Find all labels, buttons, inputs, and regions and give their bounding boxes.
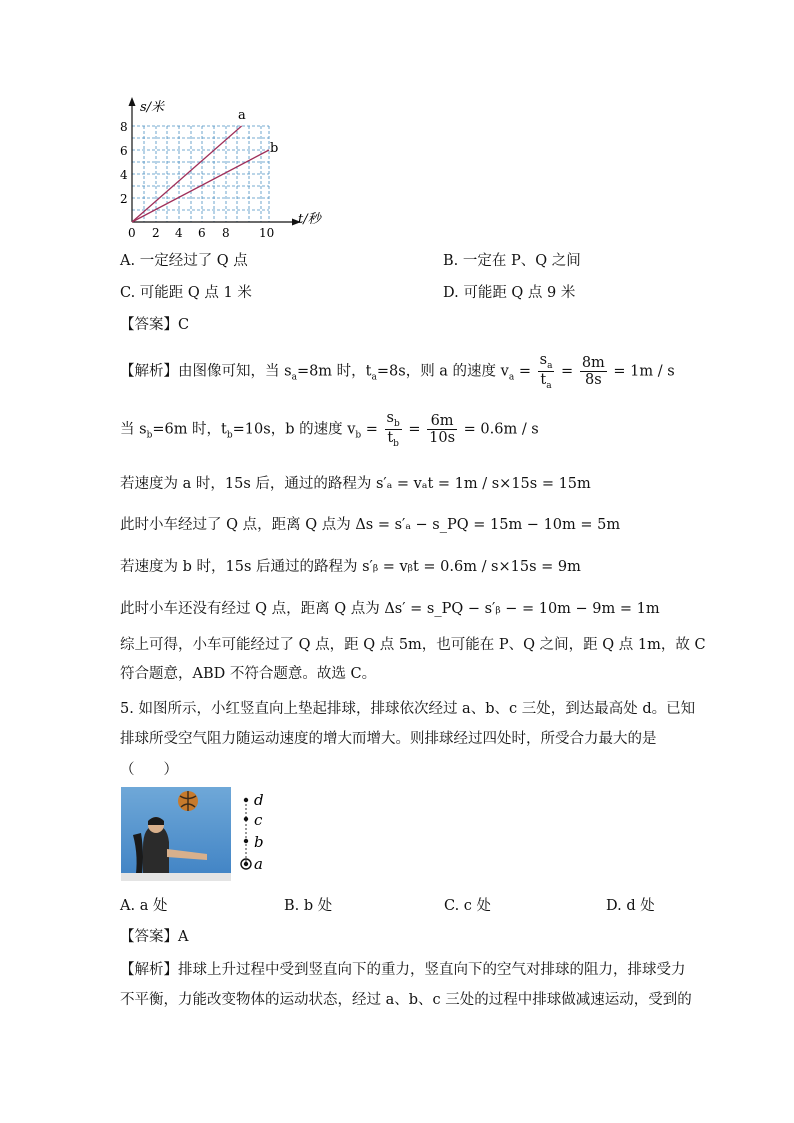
fraction: $\frac{8m}{8s}$ — [581, 354, 605, 389]
label-a: a — [254, 855, 263, 873]
point-c — [244, 817, 248, 821]
text: =10s，b 的速度 v — [232, 421, 356, 438]
sub: b — [146, 430, 153, 441]
q5-stem-line-2: 排球所受空气阻力随运动速度的增大而增大。则排球经过四处时，所受合力最大的是 — [120, 731, 657, 747]
point-b — [244, 839, 248, 843]
player-figure — [143, 825, 169, 881]
text: 当 s — [120, 421, 147, 438]
volleyball-photo — [121, 787, 231, 881]
x-tick-label: 6 — [198, 226, 206, 240]
y-tick-label: 4 — [120, 168, 128, 182]
q5-option-c: C. c 处 — [444, 898, 492, 914]
analysis-line-7: 综上可得，小车可能经过了 Q 点，距 Q 点 5m，也可能在 P、Q 之间，距 Q 点 1m，故 C — [120, 637, 706, 653]
analysis-line-2: 当 $s_b=6m$ 时，$t_b=10s$，b 的速度 $v_b$ = $\frac{s_b}{t_b}$ = $\frac{6m}{10s}$ = 0.6m / s — [120, 410, 539, 450]
y-axis-label: s/米 — [140, 100, 165, 115]
sub: b — [355, 430, 362, 441]
grid — [132, 126, 269, 222]
option-d: D. 可能距 Q 点 9 米 — [443, 285, 576, 301]
label-d: d — [254, 791, 264, 809]
line-a-label: a — [238, 108, 246, 123]
sub: a — [371, 372, 377, 383]
text: =8m 时，t — [296, 363, 372, 380]
result: = 0.6m / s — [463, 421, 539, 438]
text: 由图像可知，当 s — [178, 363, 292, 380]
x-axis-label: t/秒 — [298, 212, 321, 227]
x-tick-label: 4 — [175, 226, 183, 240]
y-tick-label: 6 — [120, 144, 128, 158]
label-b: b — [254, 833, 264, 851]
q5-stem-line-1: 5. 如图所示，小红竖直向上垫起排球，排球依次经过 a、b、c 三处，到达最高处 d。已知 — [120, 701, 696, 717]
position-markers — [236, 790, 276, 880]
q5-option-b: B. b 处 — [284, 898, 333, 914]
point-a — [244, 862, 248, 866]
x-tick-label: 8 — [222, 226, 230, 240]
q5-option-d: D. d 处 — [606, 898, 655, 914]
analysis-line-5: 若速度为 b 时，15s 后通过的路程为 s′ᵦ = vᵦt = 0.6m / s×15s = 9m — [120, 559, 581, 575]
q5-option-a: A. a 处 — [120, 898, 168, 914]
sub: a — [508, 372, 515, 383]
analysis-line-4: 此时小车经过了 Q 点，距离 Q 点为 Δs = s′ₐ − s_PQ = 15m − 10m = 5m — [120, 517, 621, 533]
sub: b — [226, 430, 233, 441]
option-a: A. 一定经过了 Q 点 — [120, 253, 248, 269]
y-axis-arrow — [129, 97, 136, 106]
s-t-graph — [112, 95, 327, 240]
x-tick-label: 0 — [128, 226, 136, 240]
q5-analysis-line-1: 【解析】排球上升过程中受到竖直向下的重力，竖直向下的空气对排球的阻力，排球受力 — [120, 962, 686, 978]
line-b-label: b — [270, 141, 279, 156]
fraction: $\frac{s_b}{t_b}$ — [386, 410, 400, 450]
analysis-label: 【解析】 — [120, 363, 178, 380]
y-tick-label: 8 — [120, 120, 128, 134]
q5-analysis-line-2: 不平衡，力能改变物体的运动状态，经过 a、b、c 三处的过程中排球做减速运动，受到的 — [120, 992, 692, 1008]
q5-paren: （ ） — [120, 762, 178, 778]
label-c: c — [254, 811, 263, 829]
option-b: B. 一定在 P、Q 之间 — [443, 253, 581, 269]
option-c: C. 可能距 Q 点 1 米 — [120, 285, 252, 301]
q5-answer: 【答案】A — [120, 929, 189, 945]
sub: a — [291, 372, 297, 383]
point-d — [244, 798, 248, 802]
text: =8s，则 a 的速度 v — [376, 363, 509, 380]
y-tick-label: 2 — [120, 192, 128, 206]
analysis-line-1: 【解析】由图像可知，当 $s_a=8m$ 时，$t_a=8s$，则 a 的速度 $v_a$ = $\frac{s_a}{t_a}$ = $\frac{8m}{8s}$ = 1m / s — [120, 352, 675, 392]
fraction: $\frac{6m}{10s}$ — [429, 412, 456, 447]
result: = 1m / s — [613, 363, 675, 380]
analysis-line-3: 若速度为 a 时，15s 后，通过的路程为 s′ₐ = vₐt = 1m / s×15s = 15m — [120, 476, 591, 492]
analysis-line-8: 符合题意，ABD 不符合题意。故选 C。 — [120, 666, 377, 682]
x-tick-label: 2 — [152, 226, 160, 240]
text: =6m 时，t — [152, 421, 227, 438]
x-tick-label: 10 — [259, 226, 275, 240]
analysis-line-6: 此时小车还没有经过 Q 点，距离 Q 点为 Δs′ = s_PQ − s′ᵦ − = 10m − 9m = 1m — [120, 601, 660, 617]
fraction: $\frac{s_a}{t_a}$ — [539, 352, 553, 392]
answer: 【答案】C — [120, 317, 190, 333]
